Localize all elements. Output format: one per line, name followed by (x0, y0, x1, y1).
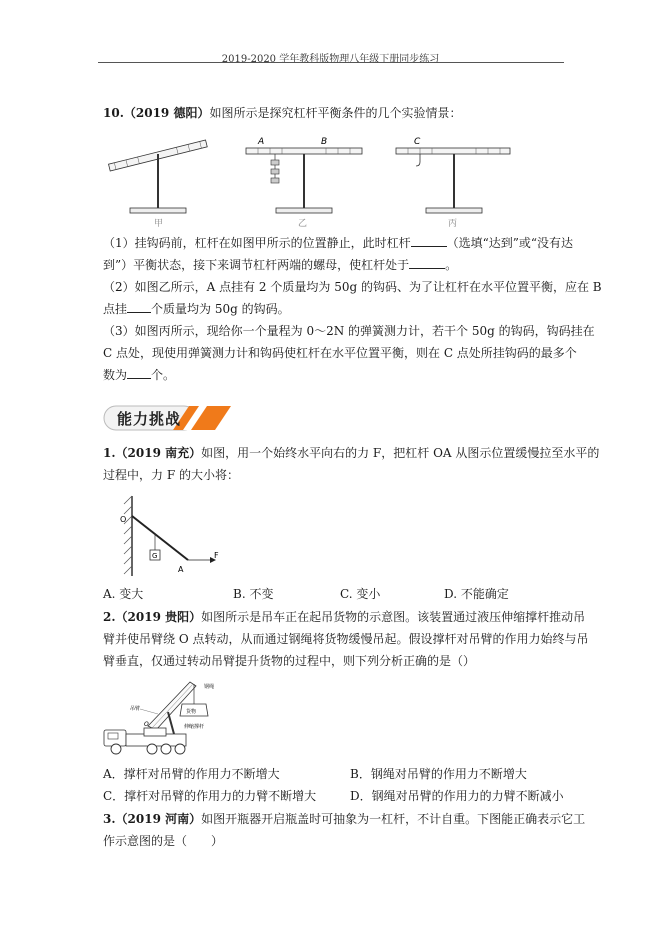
banner-title: 能力挑战 (117, 410, 182, 428)
section-banner (103, 402, 231, 434)
svg-text:钢绳: 钢绳 (204, 684, 215, 690)
svg-text:C: C (414, 137, 421, 147)
svg-text:丙: 丙 (448, 219, 458, 229)
q10-part2-line1: （2）如图乙所示，A 点挂有 2 个质量均为 50g 的钩码、为了让杠杆在水平位置平衡，应在 B (103, 280, 602, 294)
q2-choice-a[interactable]: A．撑杆对吊臂的作用力不断增大 (103, 767, 280, 781)
svg-text:乙: 乙 (298, 219, 308, 229)
q10-part1-line1: （1）挂钩码前，杠杆在如图甲所示的位置静止，此时杠杆 （选填“达到”或“没有达 (103, 236, 574, 250)
svg-text:伸缩撑杆: 伸缩撑杆 (184, 724, 205, 730)
q10-part3-line2: C 点处，现使用弹簧测力计和钩码使杠杆在水平位置平衡，则在 C 点处所挂钩码的最多个 (103, 346, 577, 360)
q3-stem-line2: 作示意图的是（ ） (103, 834, 224, 848)
lever-figure-jia (109, 140, 208, 229)
q3-number: 3.（2019 河南） (103, 812, 202, 826)
header-divider (98, 62, 564, 63)
svg-text:O: O (144, 721, 149, 728)
answer-blank (127, 300, 151, 313)
q1-choice-c[interactable]: C. 变小 (340, 587, 381, 601)
q1-number: 1.（2019 南充） (103, 446, 202, 460)
q1-stem-line2: 过程中，力 F 的大小将： (103, 468, 239, 482)
q10-number: 10.（2019 德阳） (103, 106, 210, 120)
svg-text:货物: 货物 (186, 709, 197, 715)
q10-part3-line3: 数为 个。 (103, 368, 176, 382)
q2-number: 2.（2019 贵阳） (103, 610, 202, 624)
answer-blank (411, 234, 447, 247)
q3-stem-line1: 3.（2019 河南）如图开瓶器开启瓶盖时可抽象为一杠杆，不计自重。下图能正确表示它工 (103, 812, 586, 826)
svg-text:甲: 甲 (154, 219, 164, 229)
q2-choice-c[interactable]: C．撑杆对吊臂的作用力的力臂不断增大 (103, 789, 317, 803)
q2-crane-figure (100, 676, 240, 758)
lever-figure-bing (396, 137, 510, 229)
q2-stem-line1: 2.（2019 贵阳）如图所示是吊车正在起吊货物的示意图。该装置通过液压伸缩撑杆推动吊 (103, 610, 586, 624)
q10-figures (100, 128, 520, 230)
svg-text:F: F (214, 551, 219, 560)
q10-stem: 10.（2019 德阳）如图所示是探究杠杆平衡条件的几个实验情景： (103, 106, 462, 120)
q10-part2-line2: 点挂 个质量均为 50g 的钩码。 (103, 302, 290, 316)
q1-choice-d[interactable]: D. 不能确定 (444, 587, 509, 601)
svg-text:O: O (120, 515, 127, 524)
answer-blank (409, 256, 445, 269)
q1-figure (110, 492, 220, 578)
q2-choice-d[interactable]: D．钢绳对吊臂的作用力的力臂不断减小 (350, 789, 564, 803)
q1-stem-line1: 1.（2019 南充）如图，用一个始终水平向右的力 F，把杠杆 OA 从图示位置缓慢拉至水平的 (103, 446, 600, 460)
q2-choice-b[interactable]: B．钢绳对吊臂的作用力不断增大 (350, 767, 527, 781)
page-header: 2019-2020 学年教科版物理八年级下册同步练习 (221, 54, 440, 65)
svg-text:A: A (178, 565, 184, 574)
q1-choice-a[interactable]: A. 变大 (103, 587, 144, 601)
answer-blank (127, 366, 151, 379)
svg-text:G: G (152, 552, 158, 560)
svg-text:吊臂: 吊臂 (130, 706, 141, 712)
q1-choice-b[interactable]: B. 不变 (233, 587, 274, 601)
q2-stem-line2: 臂并使吊臂绕 O 点转动，从而通过钢绳将货物缓慢吊起。假设撑杆对吊臂的作用力始终与吊 (103, 632, 589, 646)
svg-text:A: A (258, 137, 265, 147)
q10-part3-line1: （3）如图丙所示，现给你一个量程为 0～2N 的弹簧测力计，若干个 50g 的钩码，钩码挂在 (103, 324, 595, 338)
svg-text:B: B (321, 137, 328, 147)
q2-stem-line3: 臂垂直，仅通过转动吊臂提升货物的过程中，则下列分析正确的是（） (103, 654, 476, 668)
q10-part1-line2: 到”）平衡状态，接下来调节杠杆两端的螺母，使杠杆处于 。 (103, 258, 458, 272)
lever-figure-yi (246, 137, 362, 229)
